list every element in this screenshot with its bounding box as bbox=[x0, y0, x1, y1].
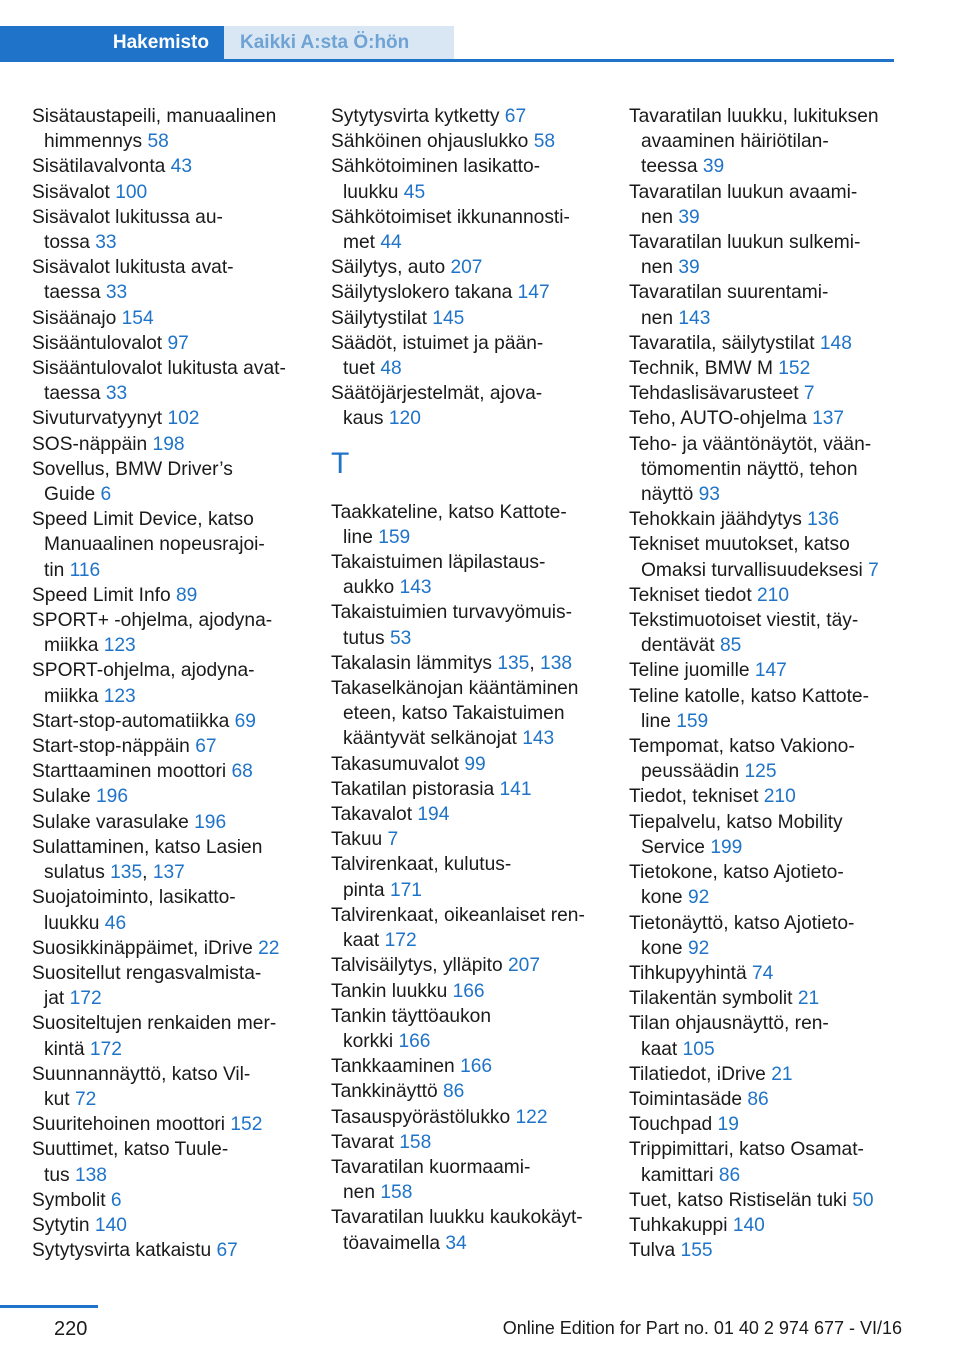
page-reference-link[interactable]: 207 bbox=[450, 257, 483, 279]
index-term: Start-stop-automatiikka bbox=[32, 710, 235, 732]
page-reference-link[interactable]: 34 bbox=[445, 1232, 467, 1254]
page-reference-link[interactable]: 92 bbox=[687, 937, 710, 959]
index-term: Sisätilavalvonta bbox=[32, 156, 171, 178]
index-entry bbox=[629, 406, 919, 431]
page-reference-link[interactable]: 6 bbox=[100, 484, 112, 506]
index-term: Takuu bbox=[331, 829, 388, 851]
index-entry bbox=[629, 180, 919, 230]
page-reference-link[interactable]: 147 bbox=[517, 282, 550, 304]
page-reference-link[interactable]: 86 bbox=[443, 1081, 465, 1103]
index-term: Teline katolle, katso Kattote- line bbox=[629, 685, 869, 732]
page-reference-link[interactable]: 207 bbox=[508, 955, 541, 977]
index-entry bbox=[32, 583, 322, 608]
index-term: Talvirenkaat, oikeanlaiset ren- kaat bbox=[331, 904, 585, 952]
index-entry bbox=[629, 684, 919, 734]
page-reference-link[interactable]: 140 bbox=[732, 1214, 765, 1236]
page-reference-link[interactable]: 123 bbox=[103, 635, 136, 657]
page-reference-link[interactable]: 166 bbox=[452, 980, 485, 1002]
index-entry bbox=[32, 1062, 322, 1112]
page-reference-link[interactable]: 158 bbox=[399, 1131, 432, 1153]
index-entry bbox=[629, 1112, 919, 1137]
index-term: Tankkinäyttö bbox=[331, 1081, 443, 1103]
page-reference-link[interactable]: 7 bbox=[803, 383, 815, 405]
index-term: Sisäänajo bbox=[32, 307, 122, 329]
index-term: Takalasin lämmitys bbox=[331, 652, 498, 674]
index-entry bbox=[331, 600, 621, 650]
page-reference-link[interactable]: 7 bbox=[387, 829, 399, 851]
tab-bar-underline bbox=[0, 59, 894, 62]
index-term: Säädöt, istuimet ja pään- tuet bbox=[331, 332, 544, 380]
page-reference-link[interactable]: 97 bbox=[167, 332, 189, 354]
index-entry bbox=[331, 827, 621, 852]
index-term: Tilan ohjausnäyttö, ren- kaat bbox=[629, 1013, 829, 1060]
page-reference-link[interactable]: 147 bbox=[754, 660, 787, 682]
index-entry bbox=[629, 911, 919, 961]
index-term: Sisääntulovalot lukitusta avat- taessa bbox=[32, 358, 286, 405]
index-entry bbox=[331, 676, 621, 752]
page-reference-link[interactable]: 33 bbox=[95, 232, 117, 254]
index-term: Tavarat bbox=[331, 1131, 400, 1153]
index-entry bbox=[629, 658, 919, 683]
page-reference-link[interactable]: 143 bbox=[399, 577, 432, 599]
index-term: SOS-näppäin bbox=[32, 433, 153, 455]
page-number-rule bbox=[0, 1305, 98, 1308]
index-entry bbox=[331, 154, 621, 204]
page-reference-link[interactable]: 194 bbox=[417, 804, 450, 826]
page-reference-link[interactable]: 50 bbox=[852, 1189, 874, 1211]
index-term: Sulake bbox=[32, 786, 96, 808]
page-reference-link[interactable]: 22 bbox=[258, 937, 280, 959]
index-term: Suunnannäyttö, katso Vil- kut bbox=[32, 1063, 251, 1110]
index-term: Tihkupyyhintä bbox=[629, 962, 753, 984]
index-term: Tavaratilan luukku kaukokäyt- töavaimella bbox=[331, 1207, 583, 1254]
index-entry bbox=[32, 154, 322, 179]
index-term: Takaselkänojan kääntäminen eteen, katso Takaistuimen kääntyvät selkänojat bbox=[331, 678, 579, 750]
index-entry bbox=[32, 658, 322, 708]
index-term: Sähkötoiminen lasikatto- luukku bbox=[331, 156, 541, 203]
page-reference-link[interactable]: 196 bbox=[96, 786, 129, 808]
index-entry bbox=[331, 777, 621, 802]
page-reference-link[interactable]: 21 bbox=[797, 988, 820, 1010]
index-list bbox=[331, 104, 621, 432]
index-list bbox=[331, 500, 621, 1256]
index-term: Technik, BMW M bbox=[629, 358, 779, 380]
page-reference-link[interactable]: 148 bbox=[819, 332, 852, 354]
index-term: Taakkateline, katso Kattote- line bbox=[331, 501, 567, 548]
index-term: Suuritehoinen moottori bbox=[32, 1114, 231, 1136]
index-entry bbox=[331, 1105, 621, 1130]
index-entry bbox=[629, 1238, 919, 1263]
index-list bbox=[629, 104, 919, 1263]
index-term: Tempomat, katso Vakiono- peussäädin bbox=[629, 736, 855, 783]
index-column-3 bbox=[629, 104, 919, 1263]
index-term: Tankkaaminen bbox=[331, 1056, 461, 1078]
page-reference-link[interactable]: 155 bbox=[680, 1240, 713, 1262]
index-term: Takatilan pistorasia bbox=[331, 778, 500, 800]
index-entry bbox=[629, 104, 919, 180]
page-reference-link[interactable]: 140 bbox=[94, 1214, 127, 1236]
index-entry bbox=[629, 507, 919, 532]
index-term: Trippimittari, katso Osamat- kamittari bbox=[629, 1139, 864, 1186]
page-reference-link[interactable]: 210 bbox=[763, 786, 796, 808]
index-term: Talvirenkaat, kulutus- pinta bbox=[331, 854, 512, 901]
index-entry bbox=[331, 1130, 621, 1155]
index-entry bbox=[331, 255, 621, 280]
page-reference-link[interactable]: 159 bbox=[676, 710, 709, 732]
index-term: Suosikkinäppäimet, iDrive bbox=[32, 937, 259, 959]
index-entry bbox=[629, 810, 919, 860]
index-entry bbox=[331, 953, 621, 978]
index-entry bbox=[32, 961, 322, 1011]
section-letter: T bbox=[331, 446, 350, 480]
page-reference-link[interactable]: 136 bbox=[807, 509, 840, 531]
index-term: Speed Limit Device, katso Manuaalinen nopeusrajoi- tin bbox=[32, 509, 265, 581]
index-term: Sytytysvirta katkaistu bbox=[32, 1240, 217, 1262]
page-reference-link[interactable]: 138 bbox=[540, 652, 573, 674]
index-entry bbox=[32, 507, 322, 583]
page-reference-link[interactable]: 138 bbox=[74, 1164, 107, 1186]
index-term: Teline juomille bbox=[629, 660, 755, 682]
index-entry bbox=[331, 979, 621, 1004]
index-entry bbox=[32, 885, 322, 935]
index-entry bbox=[629, 1087, 919, 1112]
index-entry bbox=[32, 306, 322, 331]
index-term: Säilytystilat bbox=[331, 307, 433, 329]
index-term: Takaistuimien turvavyömuis- tutus bbox=[331, 602, 572, 649]
index-entry bbox=[629, 356, 919, 381]
index-entry bbox=[629, 784, 919, 809]
index-entry bbox=[32, 1137, 322, 1187]
page-reference-link[interactable]: 86 bbox=[718, 1164, 741, 1186]
page-reference-link[interactable]: 45 bbox=[403, 181, 426, 203]
index-term: Sähköinen ohjauslukko bbox=[331, 131, 534, 153]
index-term: Tavaratilan suurentami- nen bbox=[629, 282, 829, 329]
index-term: Tavaratilan luukun avaami- nen bbox=[629, 181, 858, 228]
index-entry bbox=[629, 1011, 919, 1061]
page-reference-link[interactable]: 89 bbox=[176, 584, 198, 606]
index-term: Speed Limit Info bbox=[32, 584, 176, 606]
index-term: Tuhkakuppi bbox=[629, 1214, 733, 1236]
index-entry bbox=[32, 205, 322, 255]
index-entry bbox=[331, 1004, 621, 1054]
index-entry bbox=[331, 1054, 621, 1079]
index-entry bbox=[629, 860, 919, 910]
index-term: Sisävalot bbox=[32, 181, 116, 203]
index-entry bbox=[629, 986, 919, 1011]
index-entry bbox=[629, 1213, 919, 1238]
index-entry bbox=[32, 734, 322, 759]
index-entry bbox=[331, 104, 621, 129]
index-entry: Takalasin lämmitys 135, 138 bbox=[331, 652, 573, 674]
index-term: Säilytys, auto bbox=[331, 257, 451, 279]
page-reference-link[interactable]: 143 bbox=[678, 307, 711, 329]
index-entry bbox=[629, 734, 919, 784]
page-reference-link[interactable]: 46 bbox=[104, 912, 127, 934]
index-term: Tankin luukku bbox=[331, 980, 453, 1002]
page-reference-link[interactable]: 123 bbox=[103, 685, 136, 707]
page-reference-link[interactable]: 7 bbox=[868, 559, 879, 581]
page-reference-link[interactable]: 33 bbox=[105, 282, 128, 304]
index-term: Sytytysvirta kytketty bbox=[331, 106, 505, 127]
page-reference-link[interactable]: 198 bbox=[152, 433, 185, 455]
index-term: Tankin täyttöaukon korkki bbox=[331, 1005, 492, 1052]
index-entry bbox=[331, 1155, 621, 1205]
page-reference-link[interactable]: 100 bbox=[115, 181, 148, 203]
index-term: Takaistuimen läpilastaus- aukko bbox=[331, 552, 546, 599]
index-term: Suojatoiminto, lasikatto- luukku bbox=[32, 887, 236, 934]
page-reference-link[interactable]: 85 bbox=[719, 635, 742, 657]
index-entry bbox=[331, 381, 621, 431]
index-term: Takavalot bbox=[331, 804, 418, 826]
index-entry bbox=[629, 1188, 919, 1213]
index-entry bbox=[32, 608, 322, 658]
page-reference-link[interactable]: 172 bbox=[69, 988, 102, 1010]
index-entry bbox=[32, 784, 322, 809]
index-term: Sulake varasulake bbox=[32, 811, 195, 833]
index-entry bbox=[32, 356, 322, 406]
index-term: Säätöjärjestelmät, ajova- kaus bbox=[331, 383, 543, 430]
page-reference-link[interactable]: 137 bbox=[152, 862, 185, 884]
page-reference-link[interactable]: 102 bbox=[167, 408, 200, 430]
index-term: Tietonäyttö, katso Ajotieto- kone bbox=[629, 912, 855, 959]
index-entry bbox=[32, 1238, 322, 1263]
index-entry bbox=[629, 1137, 919, 1187]
page-reference-link[interactable]: 68 bbox=[231, 761, 253, 783]
page-reference-link[interactable]: 152 bbox=[230, 1114, 263, 1136]
index-term: SPORT-ohjelma, ajodyna- miikka bbox=[32, 660, 255, 707]
page-reference-link[interactable]: 166 bbox=[398, 1030, 431, 1052]
index-term: Tilatiedot, iDrive bbox=[629, 1063, 772, 1085]
index-term: Sytytin bbox=[32, 1214, 95, 1236]
page-reference-link[interactable]: 39 bbox=[678, 206, 700, 228]
index-term: Sivuturvatyynyt bbox=[32, 408, 168, 430]
index-term: Tiepalvelu, katso Mobility Service bbox=[629, 811, 843, 858]
index-entry bbox=[629, 583, 919, 608]
page-reference-link[interactable]: 48 bbox=[380, 358, 402, 380]
index-entry bbox=[629, 230, 919, 280]
page-reference-link[interactable]: 152 bbox=[778, 358, 811, 380]
page-reference-link[interactable]: 135 bbox=[497, 652, 530, 674]
page-reference-link[interactable]: 43 bbox=[170, 156, 192, 178]
page-reference-link[interactable]: 141 bbox=[499, 778, 532, 800]
page-reference-link[interactable]: 116 bbox=[69, 559, 101, 581]
page-reference-link[interactable]: 93 bbox=[698, 484, 720, 506]
index-entry bbox=[331, 903, 621, 953]
index-term: Tasauspyörästölukko bbox=[331, 1106, 516, 1128]
page-reference-link[interactable]: 53 bbox=[389, 627, 412, 649]
page-reference-link[interactable]: 199 bbox=[710, 836, 743, 858]
page-reference-link[interactable]: 135 bbox=[110, 862, 143, 884]
index-entry bbox=[331, 500, 621, 550]
page-reference-link[interactable]: 86 bbox=[747, 1088, 769, 1110]
index-column-2 bbox=[331, 104, 621, 1256]
index-term: Sisätaustapeili, manuaalinen himmennys bbox=[32, 106, 277, 153]
page-reference-link[interactable]: 39 bbox=[678, 257, 700, 279]
index-term: Tavaratilan luukun sulkemi- nen bbox=[629, 232, 861, 279]
index-entry bbox=[32, 331, 322, 356]
index-entry bbox=[629, 532, 919, 582]
index-term: Tekstimuotoiset viestit, täy- dentävät bbox=[629, 610, 859, 657]
page-reference-link[interactable]: 145 bbox=[432, 307, 465, 329]
index-entry bbox=[331, 752, 621, 777]
page-reference-link[interactable]: 172 bbox=[89, 1038, 122, 1060]
index-list bbox=[32, 104, 322, 1263]
page-reference-link[interactable]: 137 bbox=[812, 408, 845, 430]
index-term: Suuttimet, katso Tuule- tus bbox=[32, 1139, 229, 1186]
index-term: Tulva bbox=[629, 1240, 681, 1262]
index-entry bbox=[331, 205, 621, 255]
index-term: Teho- ja vääntönäytöt, vään- tömomentin näyttö, tehon näyttö bbox=[629, 433, 872, 506]
page-reference-link[interactable]: 33 bbox=[105, 383, 128, 405]
index-entry bbox=[32, 709, 322, 734]
page-reference-link[interactable]: 158 bbox=[380, 1182, 413, 1204]
index-entry bbox=[32, 432, 322, 457]
index-entry bbox=[32, 1188, 322, 1213]
page-reference-link[interactable]: 143 bbox=[522, 728, 555, 750]
index-term: Sähkötoimiset ikkunannosti- met bbox=[331, 206, 570, 254]
index-entry bbox=[32, 255, 322, 305]
index-entry bbox=[32, 936, 322, 961]
page-reference-link[interactable]: 159 bbox=[378, 526, 411, 548]
index-term: Sovellus, BMW Driver’s Guide bbox=[32, 458, 233, 506]
page-reference-link[interactable]: 166 bbox=[460, 1056, 493, 1078]
index-entry bbox=[331, 306, 621, 331]
index-entry bbox=[32, 406, 322, 431]
index-term: Tehokkain jäähdytys bbox=[629, 509, 808, 531]
index-term: Tiedot, tekniset bbox=[629, 786, 764, 808]
index-term: Säilytyslokero takana bbox=[331, 282, 518, 304]
index-term: Touchpad bbox=[629, 1114, 718, 1136]
index-entry bbox=[331, 129, 621, 154]
index-entry bbox=[629, 280, 919, 330]
index-term: Tavaratilan luukku, lukituksen avaaminen häiriötilan- teessa bbox=[629, 106, 879, 178]
index-term: Tietokone, katso Ajotieto- kone bbox=[629, 862, 844, 909]
index-entry bbox=[629, 432, 919, 508]
index-column-1 bbox=[32, 104, 322, 1263]
index-term: Tavaratilan kuormaami- nen bbox=[331, 1156, 531, 1204]
page-reference-link[interactable]: 21 bbox=[771, 1063, 793, 1085]
index-entry bbox=[331, 280, 621, 305]
index-term: Sisääntulovalot bbox=[32, 332, 168, 354]
page-reference-link[interactable]: 58 bbox=[147, 131, 169, 153]
page-number: 220 bbox=[54, 1318, 88, 1340]
page-reference-link[interactable]: 6 bbox=[110, 1189, 122, 1211]
index-term: Sulattaminen, katso Lasien sulatus bbox=[32, 836, 263, 884]
index-entry bbox=[331, 852, 621, 902]
index-term: Suositellut rengasvalmista- jat bbox=[32, 962, 262, 1010]
page-reference-link[interactable]: 120 bbox=[388, 408, 421, 430]
index-entry bbox=[32, 1011, 322, 1061]
page-reference-link[interactable]: 58 bbox=[533, 131, 556, 153]
page-reference-link[interactable]: 67 bbox=[216, 1240, 238, 1262]
page-reference-link[interactable]: 172 bbox=[384, 930, 417, 952]
index-term: Tehdaslisävarusteet bbox=[629, 383, 804, 405]
index-term: Starttaaminen moottori bbox=[32, 761, 232, 783]
index-entry bbox=[331, 331, 621, 381]
page-reference-link[interactable]: 44 bbox=[380, 232, 402, 254]
index-term: Tekniset tiedot bbox=[629, 584, 757, 606]
index-term: Talvisäilytys, ylläpito bbox=[331, 955, 509, 977]
tab-index[interactable]: Hakemisto bbox=[0, 26, 224, 62]
page-reference-link[interactable]: 125 bbox=[744, 761, 777, 783]
index-entry bbox=[629, 381, 919, 406]
page-reference-link[interactable]: 72 bbox=[74, 1088, 97, 1110]
index-term: Symbolit bbox=[32, 1189, 111, 1211]
index-entry bbox=[331, 1205, 621, 1255]
page-reference-link[interactable]: 154 bbox=[121, 307, 154, 329]
index-entry bbox=[331, 1079, 621, 1104]
index-term: Sisävalot lukitussa au- tossa bbox=[32, 206, 223, 254]
page-reference-link[interactable]: 67 bbox=[504, 106, 527, 127]
index-term: Tekniset muutokset, katso Omaksi turvallisuudeksesi bbox=[629, 534, 863, 581]
page-reference-link[interactable]: 74 bbox=[752, 962, 774, 984]
index-entry bbox=[32, 180, 322, 205]
index-term: Start-stop-näppäin bbox=[32, 736, 196, 758]
index-term: Tuet, katso Ristiselän tuki bbox=[629, 1189, 853, 1211]
tab-a-to-z[interactable]: Kaikki A:sta Ö:hön bbox=[224, 26, 454, 62]
page-reference-link[interactable]: 39 bbox=[702, 156, 725, 178]
index-tab-bar bbox=[0, 26, 894, 62]
index-term: Tavaratila, säilytystilat bbox=[629, 332, 820, 354]
index-entry bbox=[32, 1213, 322, 1238]
index-term: Suositeltujen renkaiden mer- kintä bbox=[32, 1013, 277, 1060]
index-entry: Sulattaminen, katso Lasien sulatus 135, 137 bbox=[32, 836, 263, 884]
index-entry bbox=[32, 1112, 322, 1137]
index-entry bbox=[331, 802, 621, 827]
page-reference-link[interactable]: 19 bbox=[717, 1114, 739, 1136]
index-entry bbox=[32, 104, 322, 154]
page-reference-link[interactable]: 210 bbox=[757, 584, 790, 606]
index-entry bbox=[629, 608, 919, 658]
index-term: Toimintasäde bbox=[629, 1088, 748, 1110]
page-reference-link[interactable]: 99 bbox=[464, 753, 486, 775]
index-entry bbox=[32, 810, 322, 835]
page-reference-link[interactable]: 105 bbox=[682, 1038, 715, 1060]
page-reference-link[interactable]: 92 bbox=[687, 887, 710, 909]
footer-edition-note: Online Edition for Part no. 01 40 2 974 677 - VI/16 bbox=[502, 1318, 902, 1338]
index-term: Sisävalot lukitusta avat- taessa bbox=[32, 257, 234, 304]
page-reference-link[interactable]: 196 bbox=[194, 811, 227, 833]
index-term: Takasumuvalot bbox=[331, 753, 465, 775]
index-term: Teho, AUTO-ohjelma bbox=[629, 408, 813, 430]
page-reference-link[interactable]: 171 bbox=[389, 879, 422, 901]
page-reference-link[interactable]: 122 bbox=[515, 1106, 548, 1128]
page-reference-link[interactable]: 69 bbox=[234, 710, 256, 732]
index-entry bbox=[331, 550, 621, 600]
index-term: SPORT+ -ohjelma, ajodyna- miikka bbox=[32, 610, 273, 657]
index-entry bbox=[629, 961, 919, 986]
index-entry bbox=[32, 759, 322, 784]
index-entry bbox=[629, 1062, 919, 1087]
page-reference-link[interactable]: 67 bbox=[195, 736, 217, 758]
index-entry bbox=[32, 457, 322, 507]
index-entry bbox=[629, 331, 919, 356]
index-term: Tilakentän symbolit bbox=[629, 988, 798, 1010]
